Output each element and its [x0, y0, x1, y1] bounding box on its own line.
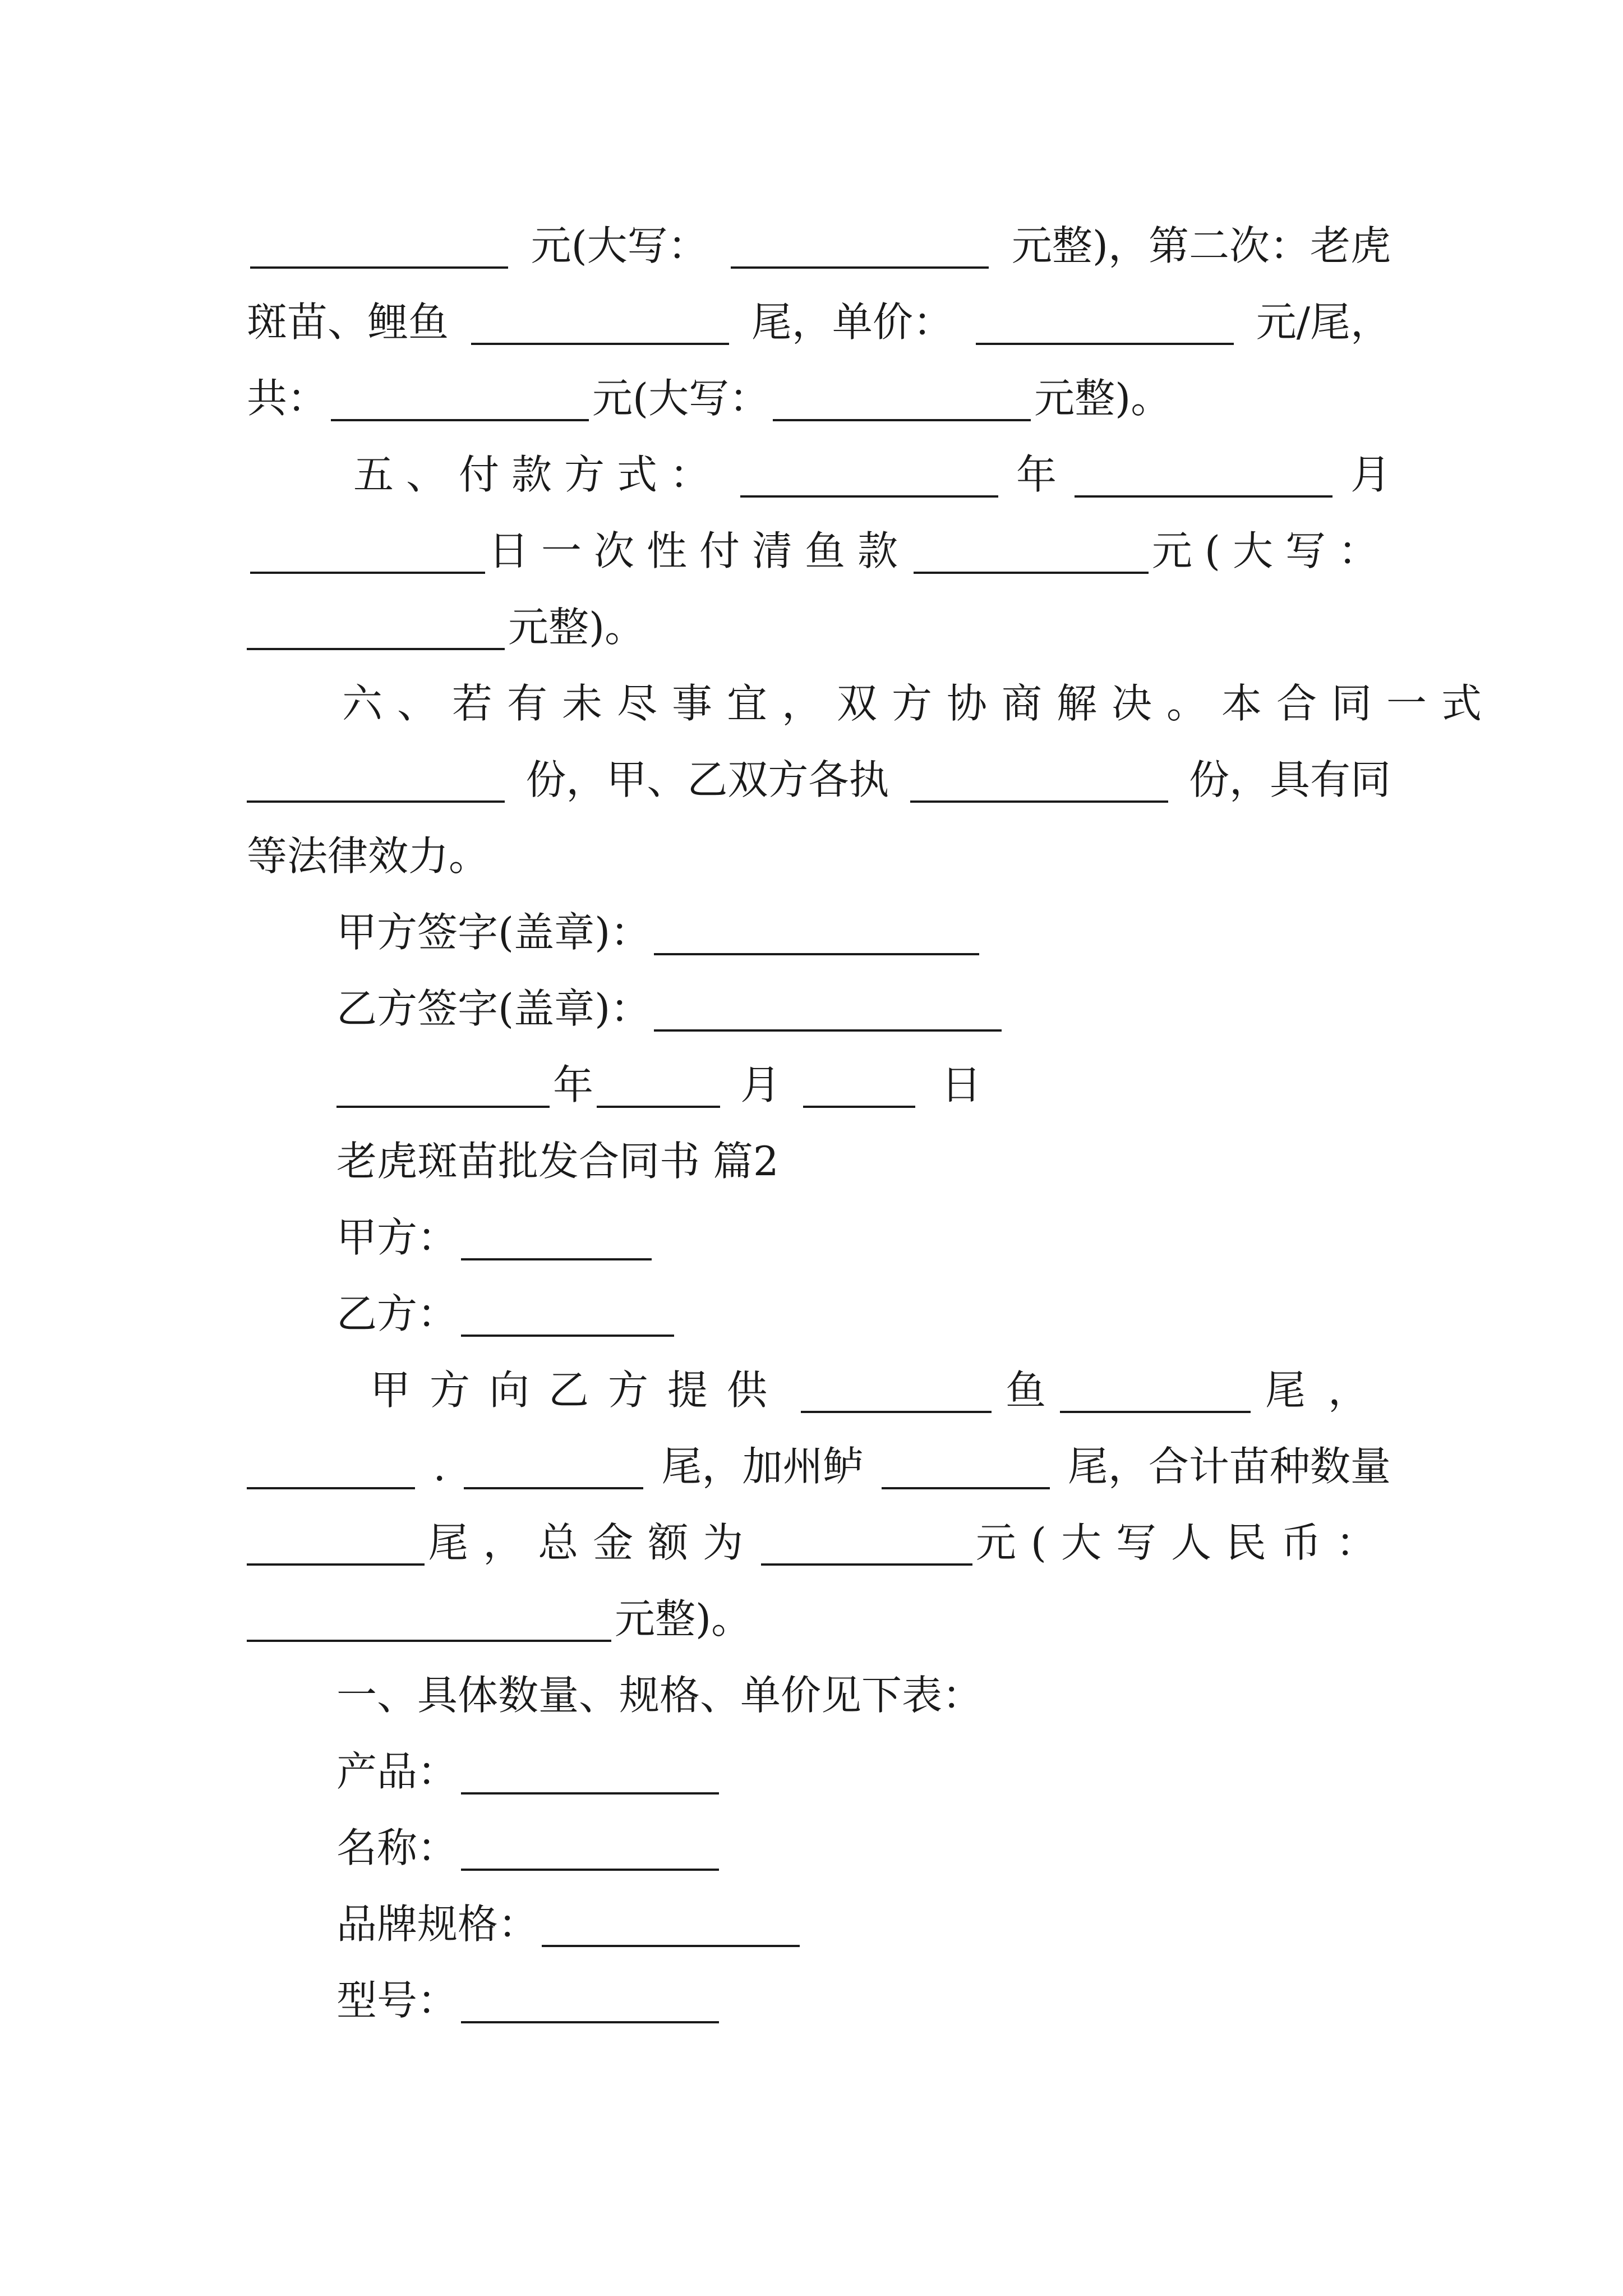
signature-line-party-b — [336, 975, 1391, 1042]
blank-field[interactable] — [882, 1443, 1050, 1489]
blank-field[interactable] — [914, 528, 1149, 574]
text-segment: 甲方向乙方提供 — [370, 1366, 787, 1414]
text-segment: 尾，加州鲈 — [661, 1443, 864, 1490]
paragraph-line — [247, 746, 1391, 813]
blank-field[interactable] — [247, 1596, 611, 1642]
year-field[interactable] — [336, 1062, 550, 1108]
signature-field[interactable] — [654, 909, 979, 955]
text-segment: 份，甲、乙双方各执 — [525, 756, 889, 803]
text-segment: 尾，合计苗种数量 — [1067, 1443, 1391, 1490]
month-field[interactable] — [597, 1062, 720, 1108]
text-segment: 尾，单价： — [751, 298, 953, 346]
party-b-field[interactable] — [461, 1291, 674, 1337]
text-segment: . — [433, 1443, 446, 1490]
name-field[interactable] — [461, 1825, 719, 1871]
text-segment: 份，具有同 — [1188, 756, 1391, 803]
product-field[interactable] — [461, 1749, 719, 1795]
blank-field[interactable] — [761, 1520, 972, 1566]
paragraph-line — [342, 670, 1497, 737]
signature-field[interactable] — [654, 986, 1002, 1032]
blank-field[interactable] — [1075, 452, 1332, 498]
paragraph-line — [247, 517, 1391, 585]
blank-field[interactable] — [731, 223, 989, 269]
field-name — [336, 1814, 1391, 1881]
blank-field[interactable] — [247, 1520, 425, 1566]
text-segment: 元整)，第二次：老虎 — [1011, 222, 1391, 269]
signature-label: 乙方签字(盖章)： — [336, 985, 651, 1032]
text-segment: 元整)。 — [1034, 375, 1172, 422]
blank-field[interactable] — [1060, 1367, 1251, 1413]
text-segment: 斑苗、鲤鱼 — [247, 298, 449, 346]
paragraph-line — [247, 365, 1391, 432]
year-label: 年 — [553, 1061, 594, 1108]
item-intro-text: 一、具体数量、规格、单价见下表： — [336, 1672, 983, 1719]
blank-field[interactable] — [250, 223, 508, 269]
section-heading — [336, 1128, 1391, 1195]
text-segment: 元(大写： — [1151, 527, 1391, 574]
paragraph-line — [247, 1585, 1391, 1653]
paragraph-line — [370, 1356, 1391, 1424]
paragraph-line — [247, 593, 1391, 661]
blank-field[interactable] — [247, 757, 505, 803]
blank-field[interactable] — [247, 604, 505, 650]
text-segment: 元整)。 — [508, 604, 645, 651]
field-product — [336, 1738, 1391, 1805]
heading-text: 老虎斑苗批发合同书 篇2 — [336, 1138, 779, 1185]
field-model — [336, 1967, 1391, 2034]
text-segment: 六、若有未尽事宜，双方协商解决。本合同一式 — [342, 680, 1497, 727]
text-segment: 元(大写： — [592, 375, 770, 422]
blank-field[interactable] — [464, 1443, 643, 1489]
month-label: 月 — [740, 1061, 781, 1108]
text-segment: 共： — [247, 375, 328, 422]
field-label: 品牌规格： — [336, 1901, 539, 1948]
text-segment: 元(大写： — [531, 222, 708, 269]
text-segment: 日一次性付清鱼款 — [488, 527, 910, 574]
day-field[interactable] — [803, 1062, 915, 1108]
text-segment: 元(大写人民币： — [975, 1519, 1391, 1566]
paragraph-line — [353, 441, 1391, 508]
field-label: 型号： — [336, 1977, 458, 2024]
text-segment: 五、付款方式： — [353, 451, 723, 498]
text-segment: 年 — [1016, 451, 1057, 498]
party-b-label: 乙方： — [336, 1290, 458, 1337]
text-segment: 等法律效力。 — [247, 832, 490, 880]
blank-field[interactable] — [740, 452, 998, 498]
party-a-field[interactable] — [461, 1214, 652, 1260]
text-segment: 尾， — [1265, 1366, 1391, 1414]
text-segment: 元/尾， — [1256, 298, 1391, 346]
blank-field[interactable] — [247, 1443, 415, 1489]
brand-spec-field[interactable] — [542, 1901, 800, 1947]
paragraph-line — [247, 288, 1391, 356]
field-brand-spec — [336, 1890, 1391, 1958]
blank-field[interactable] — [976, 299, 1234, 345]
item-intro — [336, 1662, 1391, 1729]
signature-line-party-a — [336, 899, 1391, 966]
paragraph-line — [247, 1509, 1391, 1576]
text-segment: 月 — [1350, 451, 1391, 498]
paragraph-line — [247, 212, 1391, 279]
paragraph-line — [247, 822, 1391, 890]
field-label: 名称： — [336, 1824, 458, 1871]
party-b-line — [336, 1280, 1391, 1347]
text-segment: 尾，总金额为 — [428, 1519, 758, 1566]
blank-field[interactable] — [331, 375, 589, 421]
blank-field[interactable] — [801, 1367, 992, 1413]
blank-field[interactable] — [471, 299, 729, 345]
field-label: 产品： — [336, 1748, 458, 1795]
blank-field[interactable] — [250, 528, 485, 574]
paragraph-line — [247, 1433, 1391, 1500]
blank-field[interactable] — [773, 375, 1031, 421]
day-label: 日 — [941, 1061, 982, 1108]
text-segment: 鱼 — [1005, 1366, 1046, 1414]
blank-field[interactable] — [910, 757, 1168, 803]
date-line — [336, 1051, 1391, 1119]
party-a-label: 甲方： — [336, 1214, 458, 1261]
text-segment: 元整)。 — [615, 1595, 752, 1642]
model-field[interactable] — [461, 1977, 719, 2023]
party-a-line — [336, 1204, 1391, 1271]
signature-label: 甲方签字(盖章)： — [336, 909, 651, 956]
